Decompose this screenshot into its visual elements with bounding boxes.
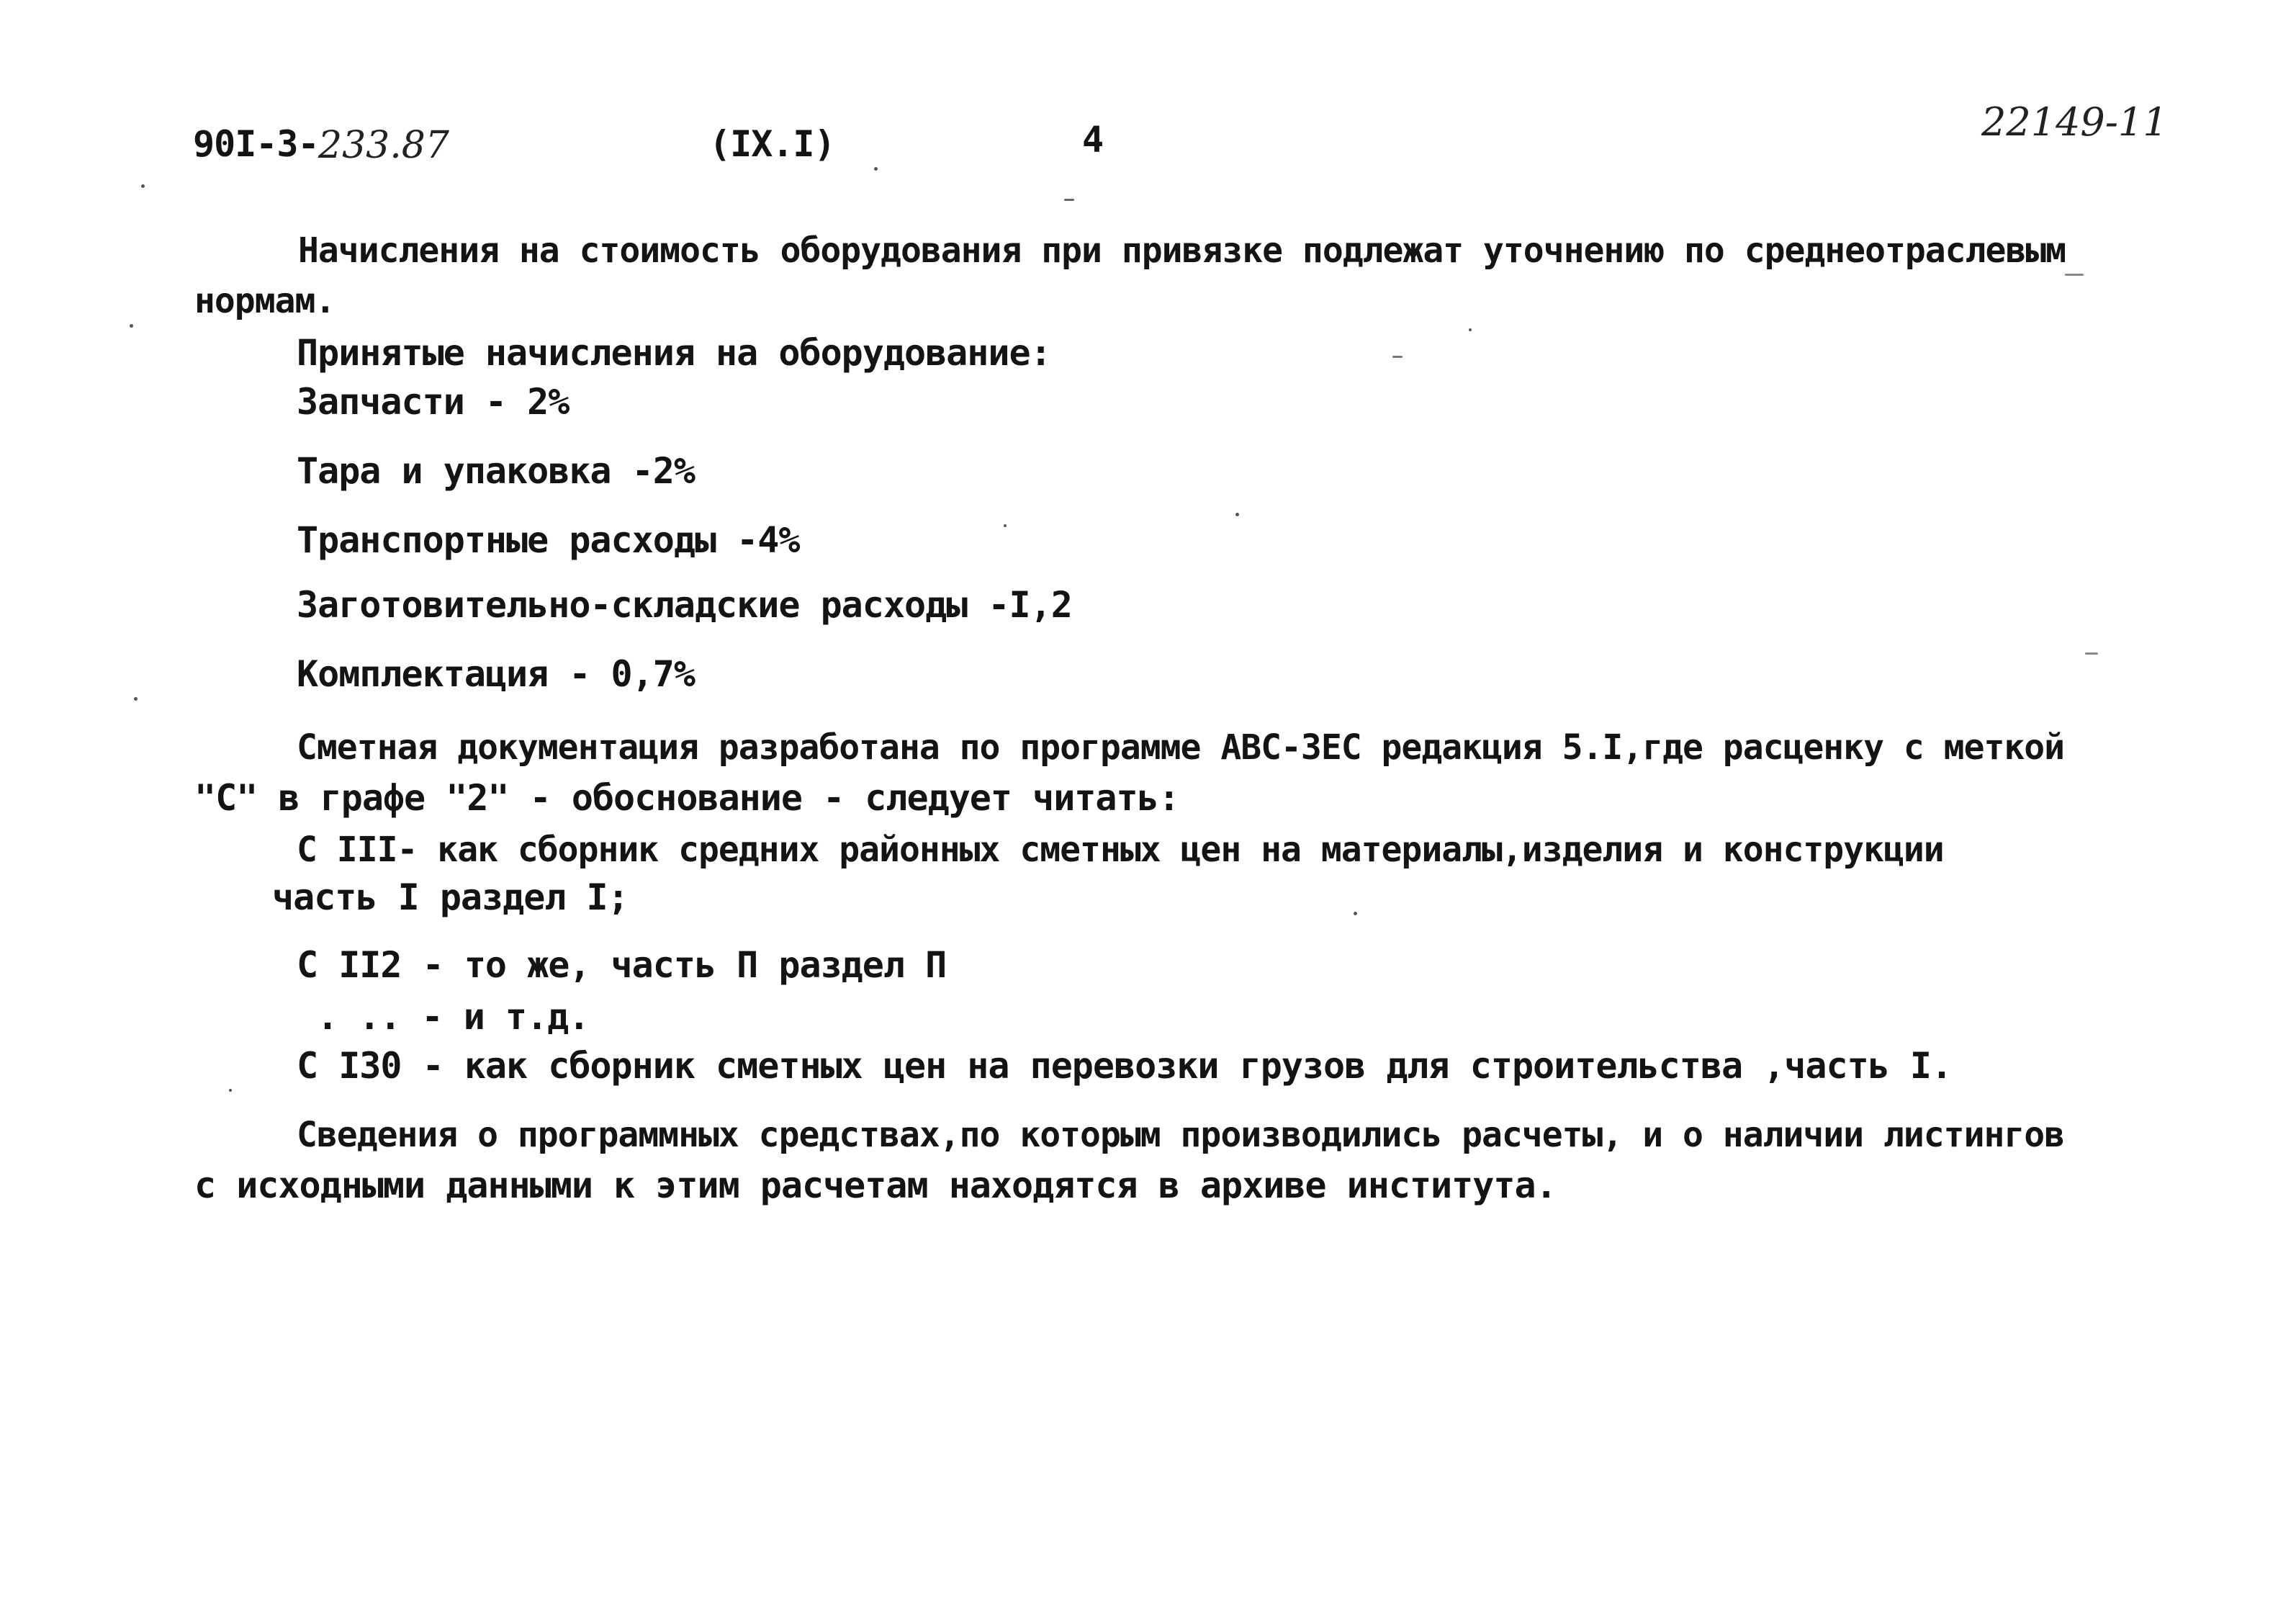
document-code-printed: 90I-3-: [193, 123, 319, 165]
scan-speck: [874, 167, 878, 171]
paragraph-2-line-1: Сметная документация разработана по программе АВС-ЗЕС редакция 5.I,где расценку с меткой: [297, 727, 2065, 768]
scan-speck: [2085, 652, 2098, 655]
charge-packaging: Тара и упаковка -2%: [297, 450, 695, 492]
code-c130: С I30 - как сборник сметных цен на перевозки грузов для строительства ,часть I.: [297, 1045, 1953, 1087]
code-c112: С II2 - то же, часть П раздел П: [297, 944, 947, 986]
accepted-charges-title: Принятые начисления на оборудование:: [297, 332, 1051, 374]
scan-speck: [141, 184, 145, 188]
scan-speck: [134, 697, 138, 701]
scan-speck: [1004, 524, 1007, 527]
scan-speck: [1235, 513, 1239, 516]
charge-completion: Комплектация - 0,7%: [297, 653, 695, 695]
scan-speck: [1064, 199, 1074, 201]
charge-transport: Транспортные расходы -4%: [297, 519, 800, 561]
scan-speck: [1469, 328, 1472, 331]
paragraph-1-line-1: Начисления на стоимость оборудования при привязке подлежат уточнению по среднеотраслевым: [298, 230, 2066, 271]
charge-spare-parts: Запчасти - 2%: [297, 381, 570, 423]
paragraph-2-line-2: "С" в графе "2" - обоснование - следует читать:: [194, 777, 1179, 819]
scan-speck: [130, 324, 133, 328]
paragraph-1-line-2: нормам.: [194, 281, 336, 321]
charge-warehouse: Заготовительно-складские расходы -I,2: [297, 584, 1072, 626]
scan-speck: [229, 1089, 232, 1092]
sheet-number-handwritten: 22149-11: [1981, 99, 2168, 145]
scan-speck: [1392, 356, 1403, 358]
page-number: 4: [1082, 119, 1104, 161]
section-number: (IX.I): [709, 123, 835, 165]
paragraph-3-line-1: Сведения о программных средствах,по которым производились расчеты, и о наличии листингов: [297, 1115, 2065, 1155]
paragraph-3-line-2: с исходными данными к этим расчетам находятся в архиве института.: [194, 1164, 1557, 1206]
code-c111-line-2: часть I раздел I;: [272, 876, 629, 918]
code-c111-line-1: С III- как сборник средних районных сметных цен на материалы,изделия и конструкции: [297, 830, 1944, 870]
etc-line: . .. - и т.д.: [317, 996, 590, 1038]
scan-speck: [1354, 912, 1357, 915]
document-code-handwritten: 233.87: [318, 124, 449, 167]
scan-speck: [2065, 274, 2084, 276]
